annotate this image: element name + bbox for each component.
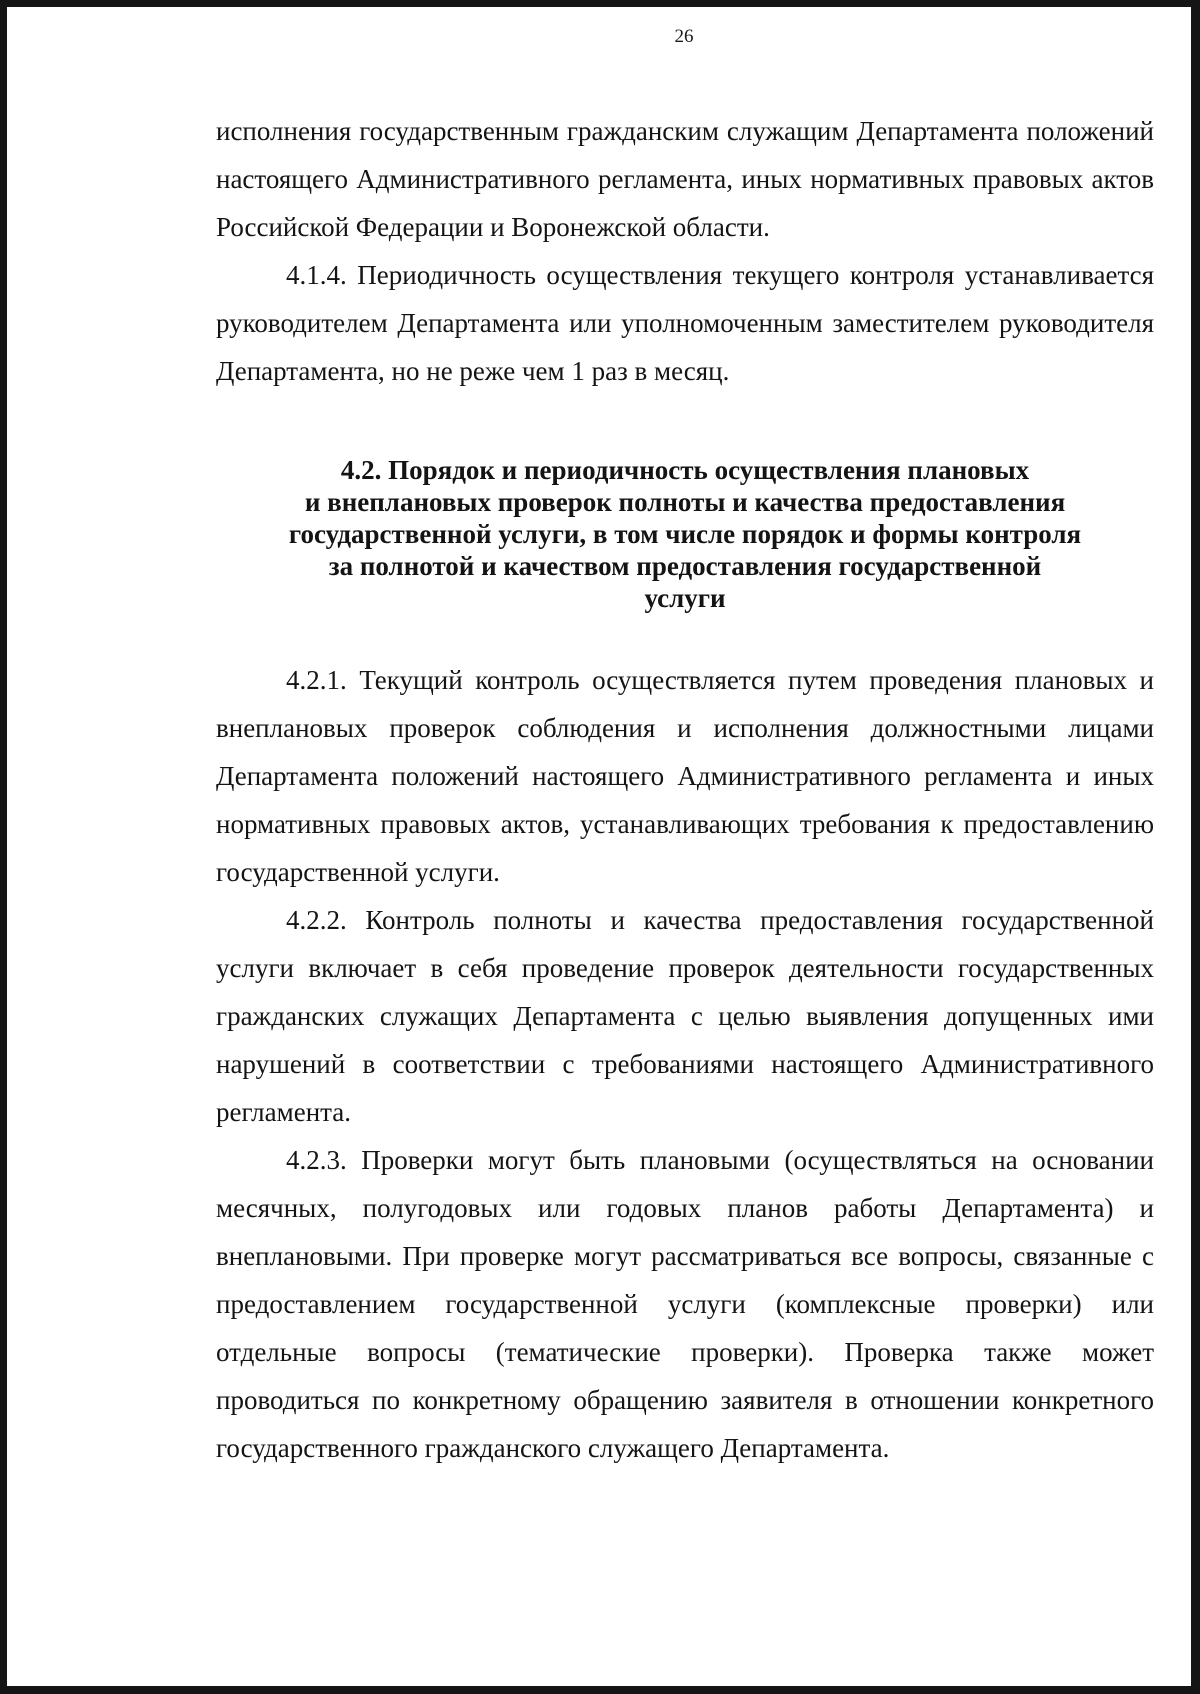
- paragraph-4-2-1: 4.2.1. Текущий контроль осуществляется путем проведения плановых и внеплановых проверок соблюдения и исполнения должностными лицами Департамента положений настоящего Административного регламента и иных нормативных правовых актов, устанавливающих требования к предоставлению государственной услуги.: [216, 665, 1154, 887]
- paragraph-4-2-2: 4.2.2. Контроль полноты и качества предоставления государственной услуги включает в себя проведение проверок деятельности государственных гражданских служащих Департамента с целью выявления допущенных ими нарушений в соответствии с требованиями настоящего Административного регламента.: [216, 905, 1154, 1127]
- scan-border-top: [0, 0, 1200, 7]
- heading-line: и внеплановых проверок полноты и качества предоставления: [304, 487, 1066, 517]
- heading-line: государственной услуги, в том числе порядок и формы контроля: [288, 519, 1082, 549]
- scan-border-bottom: [0, 1686, 1200, 1694]
- paragraph-continuation: исполнения государственным гражданским служащим Департамента положений настоящего Административного регламента, иных нормативных правовых актов Российской Федерации и Воронежской области.: [216, 116, 1154, 242]
- scan-border-left: [0, 0, 7, 1694]
- scan-border-right: [1191, 0, 1200, 1694]
- section-heading-4-2: [216, 454, 1154, 614]
- page-number: 26: [674, 26, 694, 47]
- text-block-top: [216, 107, 1154, 395]
- heading-line: услуги: [644, 583, 726, 613]
- heading-line: за полнотой и качеством предоставления государственной: [328, 551, 1042, 581]
- paragraph-4-1-4: 4.1.4. Периодичность осуществления текущего контроля устанавливается руководителем Департамента или уполномоченным заместителем руководителя Департамента, но не реже чем 1 раз в месяц.: [216, 260, 1154, 386]
- paragraph-4-2-3: 4.2.3. Проверки могут быть плановыми (осуществляться на основании месячных, полугодовых или годовых планов работы Департамента) и внеплановыми. При проверке могут рассматриваться все вопросы, связанные с предоставлением государственной услуги (комплексные проверки) или отдельные вопросы (тематические проверки). Проверка также может проводиться по конкретному обращению заявителя в отношении конкретного государственного гражданского служащего Департамента.: [216, 1145, 1154, 1463]
- heading-line: 4.2. Порядок и периодичность осуществления плановых: [340, 455, 1030, 485]
- text-block-bottom: [216, 656, 1154, 1472]
